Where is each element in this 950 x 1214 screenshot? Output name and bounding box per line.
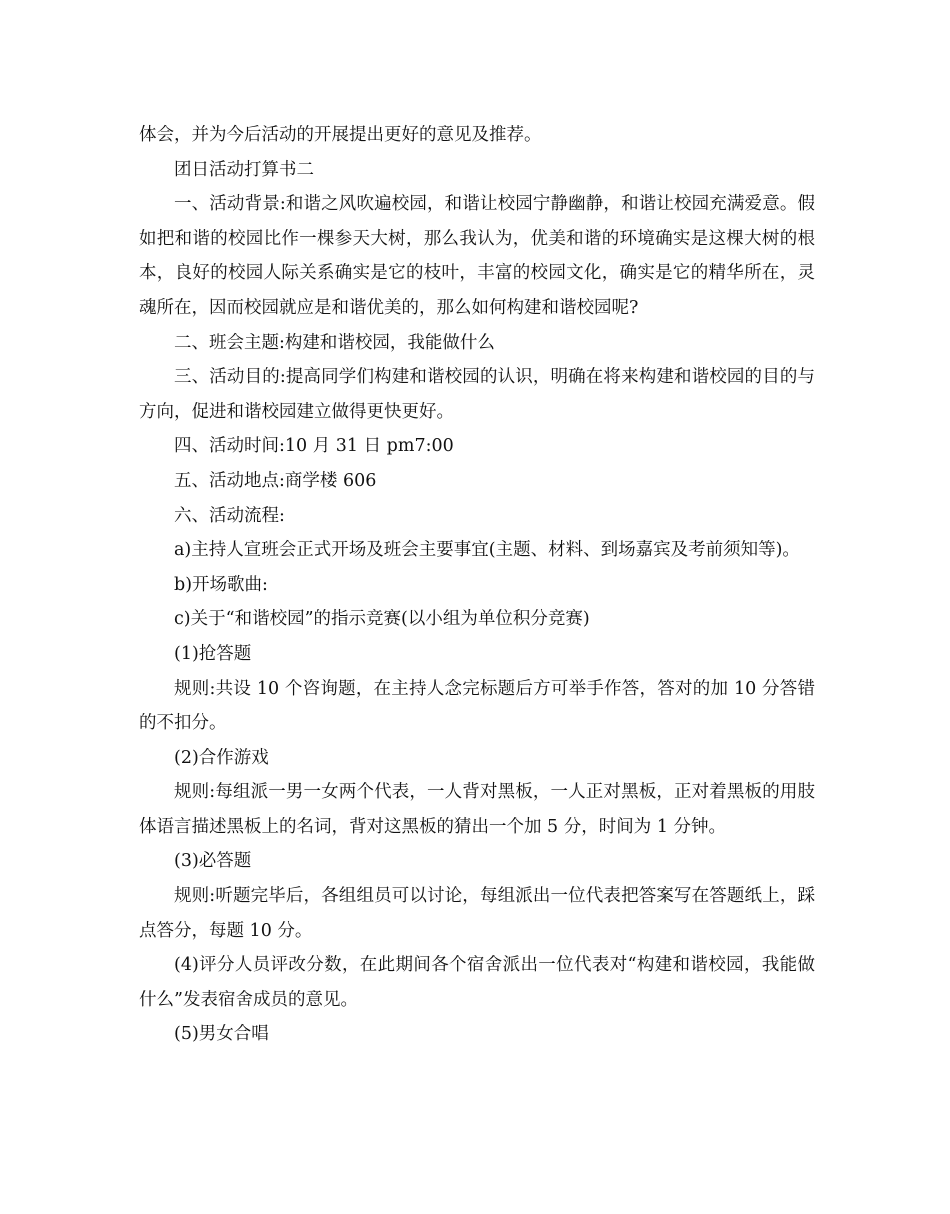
paragraph-theme: 二、班会主题:构建和谐校园，我能做什么 bbox=[174, 332, 495, 353]
paragraph-process-heading: 六、活动流程: bbox=[174, 505, 285, 526]
paragraph-purpose: 三、活动目的:提高同学们构建和谐校园的认识，明确在将来构建和谐校园的目的与方向，促进和谐校园建立做得更快更好。 bbox=[139, 367, 815, 422]
paragraph-continuation: 体会，并为今后活动的开展提出更好的意见及推荐。 bbox=[139, 125, 542, 145]
paragraph-item-2: (2)合作游戏 bbox=[174, 747, 269, 768]
paragraph-step-c: c)关于“和谐校园”的指示竞赛(以小组为单位积分竞赛) bbox=[174, 609, 590, 630]
paragraph-item-1: (1)抢答题 bbox=[174, 643, 252, 664]
paragraph-item-3: (3)必答题 bbox=[174, 851, 252, 872]
paragraph-item-5: (5)男女合唱 bbox=[174, 1024, 269, 1045]
paragraph-location: 五、活动地点:商学楼 606 bbox=[174, 470, 377, 491]
section-title: 团日活动打算书二 bbox=[174, 159, 314, 180]
paragraph-rule-3: 规则:听题完毕后，各组组员可以讨论，每组派出一位代表把答案写在答题纸上，踩点答分，每题 10 分。 bbox=[139, 886, 815, 941]
document-body bbox=[139, 118, 815, 1052]
paragraph-item-4: (4)评分人员评改分数，在此期间各个宿舍派出一位代表对“构建和谐校园，我能做什么”发表宿舍成员的意见。 bbox=[139, 955, 815, 1010]
paragraph-rule-2: 规则:每组派一男一女两个代表，一人背对黑板，一人正对黑板，正对着黑板的用肢体语言描述黑板上的名词，背对这黑板的猜出一个加 5 分，时间为 1 分钟。 bbox=[139, 782, 815, 837]
paragraph-background: 一、活动背景:和谐之风吹遍校园，和谐让校园宁静幽静，和谐让校园充满爱意。假如把和谐的校园比作一棵参天大树，那么我认为，优美和谐的环境确实是这棵大树的根本，良好的校园人际关系确实是它的枝叶，丰富的校园文化，确实是它的精华所在，灵魂所在，因而校园就应是和谐优美的，那么如何构建和谐校园呢? bbox=[139, 194, 815, 318]
paragraph-rule-1: 规则:共设 10 个咨询题，在主持人念完标题后方可举手作答，答对的加 10 分答错的不扣分。 bbox=[139, 678, 815, 734]
paragraph-step-a: a)主持人宣班会正式开场及班会主要事宜(主题、材料、到场嘉宾及考前须知等)。 bbox=[174, 540, 800, 561]
paragraph-step-b: b)开场歌曲: bbox=[174, 574, 268, 595]
paragraph-time: 四、活动时间:10 月 31 日 pm7:00 bbox=[174, 436, 454, 457]
